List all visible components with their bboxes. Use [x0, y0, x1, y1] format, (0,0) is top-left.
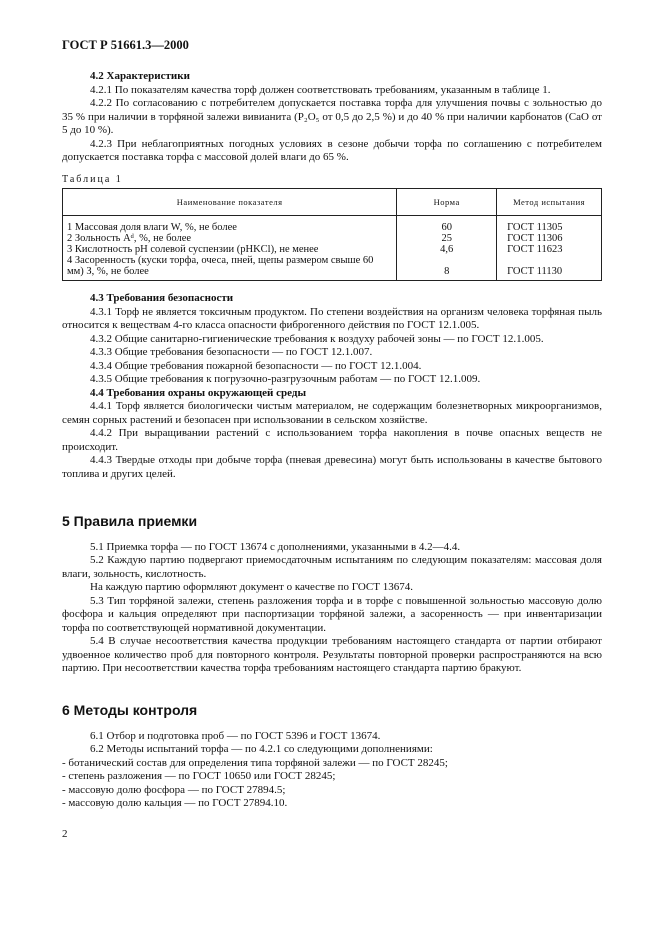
table-methods-cell [497, 216, 602, 281]
table-caption: Таблица 1 [62, 174, 123, 185]
paragraph-4-4-1: 4.4.1 Торф является биологически чистым материалом, не содержащим болезнетворных микроорганизмов, семян сорных растений и безопасен при использовании в сельском хозяйстве. [62, 400, 602, 426]
table-header-row [63, 189, 602, 216]
section-6-title: 6 Методы контроля [62, 702, 198, 718]
section-4-3 [62, 292, 602, 481]
list-item: - степень разложения — по ГОСТ 10650 или ГОСТ 28245; [62, 770, 336, 782]
table-row-method: ГОСТ 11306 [507, 233, 563, 244]
table-row-norm: 60 [441, 222, 452, 233]
table-row-method: ГОСТ 11130 [507, 266, 563, 277]
section-5-title: 5 Правила приемки [62, 513, 198, 529]
section-4-4-title: 4.4 Требования охраны окружающей среды [90, 386, 307, 399]
paragraph-4-4-3: 4.4.3 Твердые отходы при добыче торфа (пневая древесина) могут быть использованы в качестве бытового топлива и других целей. [62, 454, 602, 480]
section-4-3-title: 4.3 Требования безопасности [90, 292, 234, 304]
paragraph-4-3-2: 4.3.2 Общие санитарно-гигиенические требования к воздуху рабочей зоны — по ГОСТ 12.1.005. [90, 332, 544, 345]
table-row-method: ГОСТ 11305 [507, 222, 563, 233]
table-row-name: 1 Массовая доля влаги W, %, не более [67, 222, 237, 233]
paragraph-4-3-1: 4.3.1 Торф не является токсичным продуктом. По степени воздействия на организм человека торфяная пыль относится к веществам 4-го класса опасности фиброгенного действия по ГОСТ 12.1.005. [62, 305, 602, 331]
section-5 [62, 515, 602, 676]
paragraph-6-1: 6.1 Отбор и подготовка проб — по ГОСТ 5396 и ГОСТ 13674. [90, 729, 381, 742]
paragraph-5-1: 5.1 Приемка торфа — по ГОСТ 13674 с дополнениями, указанными в 4.2—4.4. [90, 540, 461, 553]
table-row-method: ГОСТ 11623 [507, 244, 563, 255]
table-row-norm: 25 [441, 233, 452, 244]
paragraph-4-3-5: 4.3.5 Общие требования к погрузочно-разгрузочным работам — по ГОСТ 12.1.009. [90, 373, 481, 385]
document-header: ГОСТ Р 51661.3—2000 [62, 38, 189, 52]
table-header-norm: Норма [397, 189, 497, 216]
table-row-name: 4 Засоренность (куски торфа, очеса, пней, щепы размером свыше 60 мм) З, %, не более [67, 255, 374, 277]
section-6 [62, 704, 602, 811]
methods-list [62, 757, 602, 811]
list-item: - ботанический состав для определения типа торфяной залежи — по ГОСТ 28245; [62, 756, 448, 769]
paragraph-4-3-3: 4.3.3 Общие требования безопасности — по ГОСТ 12.1.007. [90, 346, 373, 358]
paragraph-4-2-2: 4.2.2 По согласованию с потребителем допускается поставка торфа для улучшения почвы с зольностью до 35 % при наличии в торфяной залежи вивианита (P₂O₅ от 0,5 до 2,5 %) и до 40 % при наличии карбонатов (CaO от 5 до 10 %). [62, 97, 602, 136]
table-1 [62, 188, 602, 281]
section-4-2 [62, 70, 602, 165]
paragraph-4-3-4: 4.3.4 Общие требования пожарной безопасности — по ГОСТ 12.1.004. [90, 359, 422, 372]
list-item: - массовую долю фосфора — по ГОСТ 27894.5; [62, 783, 286, 796]
paragraph-5-4: 5.4 В случае несоответствия качества продукции требованиям настоящего стандарта от партии отбирают удвоенное количество проб для повторного контроля. Результаты повторной проверки распространяются на всю партию. При несоответствии качества торфа требованиям настоящего стандарта партию бракуют. [62, 635, 602, 674]
paragraph-4-4-2: 4.4.2 При выращивании растений с использованием торфа накопления в почве опасных веществ не происходит. [62, 427, 602, 453]
table-row-name: 2 Зольность Aᵈ, %, не более [67, 233, 192, 244]
table-names-cell [63, 216, 397, 281]
paragraph-5-2: 5.2 Каждую партию подвергают приемосдаточным испытаниям по следующим показателям: массовая доля влаги, зольность, кислотность. [62, 554, 602, 580]
table-row-norm: 8 [444, 266, 450, 277]
page-number: 2 [62, 828, 68, 840]
table-body [63, 216, 602, 281]
table-norms-cell [397, 216, 497, 281]
paragraph-6-2: 6.2 Методы испытаний торфа — по 4.2.1 со следующими дополнениями: [90, 743, 433, 755]
table-header-method: Метод испытания [497, 189, 602, 216]
paragraph-5-3: 5.3 Тип торфяной залежи, степень разложения торфа и в торфе с повышенной зольностью массовую долю фосфора и кальция определяют при паспортизации торфяной залежи, а засоренность — при инвентаризации торфа по соответствующей нормативной документации. [62, 594, 602, 634]
table-row-norm: 4,6 [440, 244, 454, 255]
table-row-name: 3 Кислотность pH солевой суспензии (pHKCl), не менее [67, 244, 319, 255]
paragraph-4-2-1: 4.2.1 По показателям качества торф должен соответствовать требованиям, указанным в таблице 1. [90, 83, 551, 96]
table-header-name: Наименование показателя [63, 189, 397, 216]
paragraph-4-2-3: 4.2.3 При неблагоприятных погодных условиях в сезоне добычи торфа по соглашению с потребителем допускается поставка торфа с массовой долей влаги до 65 %. [62, 137, 602, 163]
paragraph-5-2-doc: На каждую партию оформляют документ о качестве по ГОСТ 13674. [90, 581, 413, 593]
section-4-2-title: 4.2 Характеристики [90, 70, 190, 82]
list-item: - массовую долю кальция — по ГОСТ 27894.10. [62, 797, 288, 809]
